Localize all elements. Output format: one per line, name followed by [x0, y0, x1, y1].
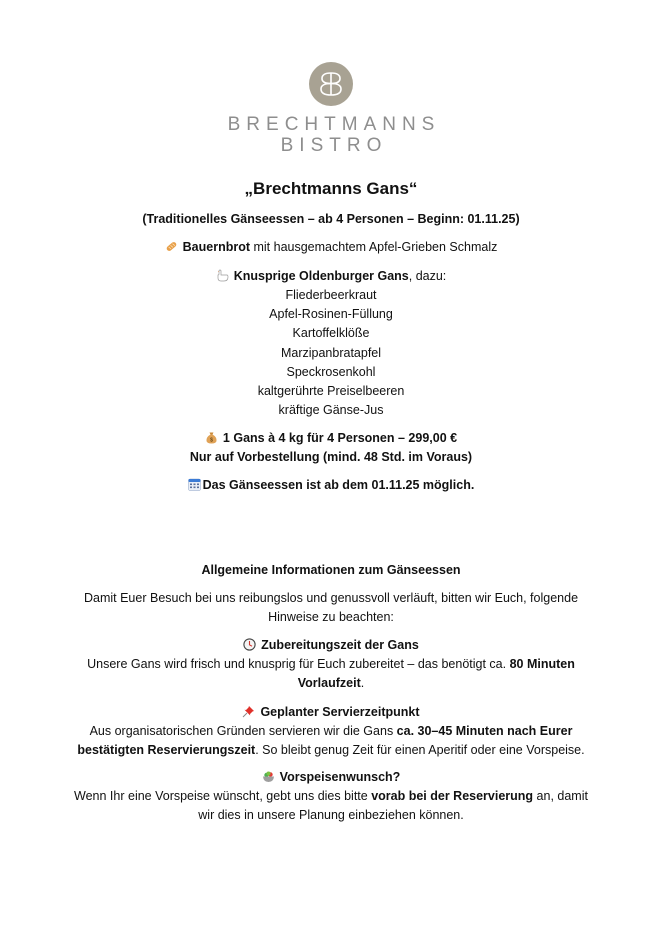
info-heading: Allgemeine Informationen zum Gänseessen	[201, 563, 461, 577]
section-heading-serving	[60, 703, 602, 722]
availability-text: Das Gänseessen ist ab dem 01.11.25 möglich.	[202, 478, 475, 492]
goose-suffix: , dazu:	[408, 269, 447, 283]
logo	[0, 62, 662, 156]
section-body-serving	[70, 722, 592, 760]
section-heading-starter	[60, 768, 602, 787]
body-bold: vorab bei der Reservierung	[371, 789, 534, 803]
preorder-note: Nur auf Vorbestellung (mind. 48 Std. im Voraus)	[189, 450, 473, 464]
pushpin-icon	[242, 705, 255, 718]
section-heading-text: Vorspeisenwunsch?	[279, 770, 401, 784]
section-body-starter	[70, 787, 592, 825]
svg-text:$: $	[210, 437, 213, 444]
logo-monogram-circle	[309, 62, 353, 106]
bread-name: Bauernbrot	[182, 240, 251, 254]
bread-icon	[165, 240, 178, 253]
side-dish: Kartoffelklöße	[292, 326, 370, 341]
body-bold: ca. 30–45 Minuten nach Eurer bestätigten Reservierungszeit	[77, 724, 573, 757]
side-dish: Speckrosenkohl	[286, 364, 376, 379]
side-dishes-list	[60, 286, 602, 420]
menu-subtitle: (Traditionelles Gänseessen – ab 4 Personen – Beginn: 01.11.25)	[142, 212, 520, 226]
body-text: .	[360, 676, 365, 690]
side-dish: kaltgerührte Preiselbeeren	[257, 384, 405, 399]
side-dish: Fliederbeerkraut	[285, 288, 377, 302]
section-heading-text: Zubereitungszeit der Gans	[261, 638, 419, 652]
side-dish: Apfel-Rosinen-Füllung	[269, 307, 393, 322]
brand-name-line2: BISTRO	[280, 135, 388, 156]
body-text: Aus organisatorischen Gründen servieren wir die Gans	[89, 724, 397, 738]
bread-description: mit hausgemachtem Apfel-Grieben Schmalz	[250, 240, 498, 254]
monogram-icon	[309, 62, 353, 106]
clock-icon	[243, 638, 256, 651]
menu-title: „Brechtmanns Gans“	[244, 179, 418, 198]
price-text: 1 Gans à 4 kg für 4 Personen – 299,00 €	[222, 431, 458, 445]
goose-line	[60, 267, 602, 286]
availability-line	[60, 476, 602, 495]
goose-icon	[216, 269, 229, 282]
section-body-preparation	[70, 655, 592, 693]
body-text: . So bleibt genug Zeit für einen Aperitif oder eine Vorspeise.	[255, 743, 585, 757]
bread-line	[60, 238, 602, 257]
calendar-icon	[188, 478, 201, 491]
body-text: Wenn Ihr eine Vorspeise wünscht, gebt uns dies bitte	[74, 789, 372, 803]
goose-name: Knusprige Oldenburger Gans	[233, 269, 409, 283]
body-bold: 80 Minuten Vorlaufzeit	[297, 657, 575, 690]
side-dish: kräftige Gänse-Jus	[278, 403, 384, 418]
salad-icon	[262, 770, 275, 783]
section-heading-preparation	[60, 636, 602, 655]
side-dish: Marzipanbratapfel	[280, 345, 382, 360]
section-heading-text: Geplanter Servierzeitpunkt	[260, 705, 420, 719]
price-line	[60, 429, 602, 448]
body-text: Unsere Gans wird frisch und knusprig für Euch zubereitet – das benötigt ca.	[87, 657, 510, 671]
brand-name-line1: BRECHTMANNS	[227, 114, 441, 135]
body-text: an, damit wir dies in unsere Planung einbeziehen können.	[198, 789, 588, 822]
money-bag-icon	[205, 431, 218, 444]
info-intro: Damit Euer Besuch bei uns reibungslos und genussvoll verläuft, bitten wir Euch, folgende Hinweise zu beachten:	[83, 591, 579, 624]
